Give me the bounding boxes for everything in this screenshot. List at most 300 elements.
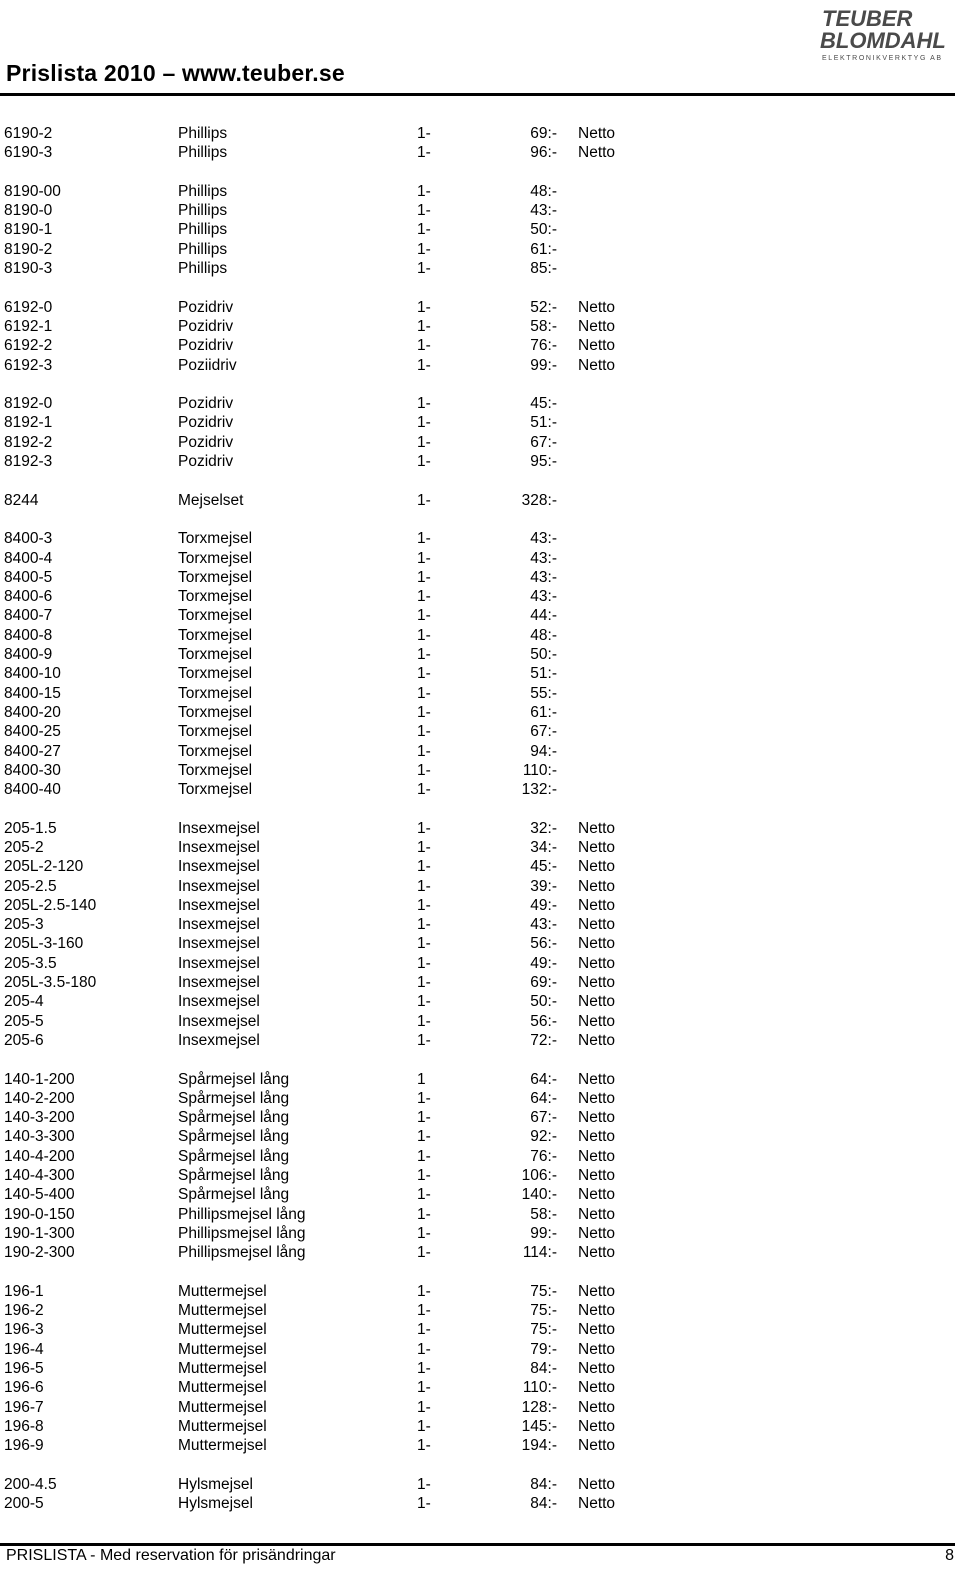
item-quantity: 1- bbox=[417, 896, 431, 914]
item-price: 110:- bbox=[522, 761, 557, 779]
item-quantity: 1- bbox=[417, 1012, 431, 1030]
item-quantity: 1- bbox=[417, 453, 431, 471]
item-price-note: Netto bbox=[578, 1031, 616, 1049]
item-code: 8400-15 bbox=[4, 684, 61, 702]
item-description: Spårmejsel lång bbox=[178, 1128, 290, 1146]
item-description: Hylsmejsel bbox=[178, 1495, 253, 1513]
item-price: 56:- bbox=[530, 935, 557, 953]
item-description: Insexmejsel bbox=[178, 896, 260, 914]
item-description: Insexmejsel bbox=[178, 916, 260, 934]
item-price: 69:- bbox=[530, 125, 557, 142]
item-code: 190-1-300 bbox=[4, 1224, 75, 1242]
item-code: 140-4-200 bbox=[4, 1147, 75, 1165]
item-description: Insexmejsel bbox=[178, 954, 260, 972]
item-quantity: 1- bbox=[417, 182, 431, 200]
price-row bbox=[0, 336, 960, 355]
item-quantity: 1- bbox=[417, 1109, 431, 1127]
price-row bbox=[0, 954, 960, 973]
item-description: Torxmejsel bbox=[178, 781, 253, 799]
item-price: 45:- bbox=[530, 395, 557, 413]
item-quantity: 1- bbox=[417, 1398, 431, 1416]
item-price: 76:- bbox=[530, 1147, 557, 1165]
item-price: 61:- bbox=[530, 240, 557, 258]
item-quantity: 1- bbox=[417, 1379, 431, 1397]
item-price-note: Netto bbox=[578, 896, 616, 914]
item-description: Phillipsmejsel lång bbox=[178, 1244, 306, 1262]
item-description: Insexmejsel bbox=[178, 838, 260, 856]
item-code: 140-2-200 bbox=[4, 1089, 75, 1107]
price-row bbox=[0, 1185, 960, 1204]
item-description: Insexmejsel bbox=[178, 935, 260, 953]
price-row bbox=[0, 1031, 960, 1050]
item-code: 205L-2.5-140 bbox=[4, 896, 97, 914]
item-code: 196-6 bbox=[4, 1379, 44, 1397]
item-code: 8192-1 bbox=[4, 414, 53, 432]
price-row bbox=[0, 1320, 960, 1339]
item-price: 328:- bbox=[521, 491, 557, 509]
item-code: 8400-27 bbox=[4, 742, 61, 760]
item-quantity: 1- bbox=[417, 549, 431, 567]
item-code: 8400-9 bbox=[4, 646, 53, 664]
item-quantity: 1- bbox=[417, 607, 431, 625]
item-quantity: 1- bbox=[417, 568, 431, 586]
item-price: 50:- bbox=[530, 993, 557, 1011]
item-description: Muttermejsel bbox=[178, 1379, 267, 1397]
item-code: 205-5 bbox=[4, 1012, 44, 1030]
price-row bbox=[0, 838, 960, 857]
item-code: 200-4.5 bbox=[4, 1475, 57, 1493]
price-row bbox=[0, 1070, 960, 1089]
item-price-note: Netto bbox=[578, 1495, 616, 1513]
item-price: 75:- bbox=[530, 1321, 557, 1339]
price-row bbox=[0, 606, 960, 625]
price-row bbox=[0, 626, 960, 645]
item-code: 196-7 bbox=[4, 1398, 44, 1416]
item-description: Phillips bbox=[178, 260, 228, 278]
item-code: 196-2 bbox=[4, 1302, 44, 1320]
item-code: 8400-5 bbox=[4, 568, 53, 586]
item-quantity: 1- bbox=[417, 414, 431, 432]
item-code: 8400-25 bbox=[4, 723, 61, 741]
item-price: 94:- bbox=[530, 742, 557, 760]
item-quantity: 1- bbox=[417, 1417, 431, 1435]
item-code: 8192-2 bbox=[4, 433, 53, 451]
item-price-note: Netto bbox=[578, 1147, 616, 1165]
price-row bbox=[0, 1475, 960, 1494]
price-row bbox=[0, 1378, 960, 1397]
item-price-note: Netto bbox=[578, 858, 616, 876]
item-quantity: 1- bbox=[417, 1302, 431, 1320]
item-description: Torxmejsel bbox=[178, 588, 253, 606]
price-row bbox=[0, 742, 960, 761]
item-price: 48:- bbox=[530, 626, 557, 644]
item-code: 205-2.5 bbox=[4, 877, 57, 895]
item-description: Muttermejsel bbox=[178, 1302, 267, 1320]
item-description: Insexmejsel bbox=[178, 974, 260, 992]
item-price: 51:- bbox=[530, 414, 557, 432]
price-row bbox=[0, 1127, 960, 1146]
item-quantity: 1 bbox=[417, 1070, 426, 1088]
price-row bbox=[0, 452, 960, 471]
item-price-note: Netto bbox=[578, 1302, 616, 1320]
item-price: 84:- bbox=[530, 1475, 557, 1493]
item-quantity: 1- bbox=[417, 1282, 431, 1300]
item-price: 43:- bbox=[530, 588, 557, 606]
item-price-note: Netto bbox=[578, 1244, 616, 1262]
price-row bbox=[0, 143, 960, 162]
item-price-note: Netto bbox=[578, 317, 616, 335]
item-code: 8190-00 bbox=[4, 182, 61, 200]
item-quantity: 1- bbox=[417, 356, 431, 374]
item-description: Spårmejsel lång bbox=[178, 1109, 290, 1127]
price-row bbox=[0, 549, 960, 568]
item-price: 96:- bbox=[530, 144, 557, 162]
item-price: 43:- bbox=[530, 916, 557, 934]
item-quantity: 1- bbox=[417, 125, 431, 142]
item-quantity: 1- bbox=[417, 1495, 431, 1513]
item-price: 67:- bbox=[530, 1109, 557, 1127]
item-description: Phillipsmejsel lång bbox=[178, 1224, 306, 1242]
item-price: 106:- bbox=[521, 1167, 557, 1185]
item-price: 76:- bbox=[530, 337, 557, 355]
item-price: 79:- bbox=[530, 1340, 557, 1358]
page-number: 8 bbox=[945, 1547, 954, 1564]
price-row bbox=[0, 992, 960, 1011]
price-row bbox=[0, 317, 960, 336]
item-price-note: Netto bbox=[578, 1340, 616, 1358]
price-group bbox=[0, 1070, 960, 1263]
item-code: 196-5 bbox=[4, 1360, 44, 1377]
item-description: Phillips bbox=[178, 240, 228, 258]
price-row bbox=[0, 934, 960, 953]
item-description: Torxmejsel bbox=[178, 549, 253, 567]
item-code: 8400-7 bbox=[4, 607, 53, 625]
item-price-note: Netto bbox=[578, 935, 616, 953]
item-quantity: 1- bbox=[417, 838, 431, 856]
price-row bbox=[0, 1147, 960, 1166]
item-price: 58:- bbox=[530, 1205, 557, 1223]
item-description: Spårmejsel lång bbox=[178, 1147, 290, 1165]
item-description: Muttermejsel bbox=[178, 1321, 267, 1339]
item-description: Torxmejsel bbox=[178, 626, 253, 644]
item-quantity: 1- bbox=[417, 530, 431, 548]
item-description: Spårmejsel lång bbox=[178, 1070, 290, 1088]
price-group bbox=[0, 298, 960, 375]
price-row bbox=[0, 664, 960, 683]
item-code: 8192-3 bbox=[4, 453, 53, 471]
item-description: Pozidriv bbox=[178, 453, 234, 471]
item-price-note: Netto bbox=[578, 1186, 616, 1204]
price-row bbox=[0, 684, 960, 703]
item-description: Phillipsmejsel lång bbox=[178, 1205, 306, 1223]
item-code: 8400-10 bbox=[4, 665, 61, 683]
item-price-note: Netto bbox=[578, 356, 616, 374]
item-code: 8190-0 bbox=[4, 202, 53, 220]
footer-text: PRISLISTA - Med reservation för prisändringar bbox=[6, 1547, 336, 1564]
price-group bbox=[0, 124, 960, 163]
item-code: 6192-3 bbox=[4, 356, 53, 374]
item-description: Torxmejsel bbox=[178, 742, 253, 760]
item-price: 64:- bbox=[530, 1070, 557, 1088]
item-code: 140-3-300 bbox=[4, 1128, 75, 1146]
item-price-note: Netto bbox=[578, 1224, 616, 1242]
item-code: 205L-3-160 bbox=[4, 935, 84, 953]
item-price-note: Netto bbox=[578, 1398, 616, 1416]
price-row bbox=[0, 587, 960, 606]
item-price: 44:- bbox=[530, 607, 557, 625]
item-quantity: 1- bbox=[417, 684, 431, 702]
item-code: 8190-3 bbox=[4, 260, 53, 278]
item-code: 140-4-300 bbox=[4, 1167, 75, 1185]
item-quantity: 1- bbox=[417, 1186, 431, 1204]
price-row bbox=[0, 973, 960, 992]
item-quantity: 1- bbox=[417, 1167, 431, 1185]
item-quantity: 1- bbox=[417, 240, 431, 258]
price-row bbox=[0, 1494, 960, 1513]
item-description: Torxmejsel bbox=[178, 684, 253, 702]
item-quantity: 1- bbox=[417, 646, 431, 664]
item-quantity: 1- bbox=[417, 1205, 431, 1223]
item-code: 140-5-400 bbox=[4, 1186, 75, 1204]
item-price-note: Netto bbox=[578, 1167, 616, 1185]
price-group bbox=[0, 394, 960, 471]
item-price-note: Netto bbox=[578, 1012, 616, 1030]
price-group bbox=[0, 819, 960, 1051]
item-code: 205-1.5 bbox=[4, 819, 57, 837]
price-row bbox=[0, 819, 960, 838]
price-row bbox=[0, 1243, 960, 1262]
price-row bbox=[0, 182, 960, 201]
item-price-note: Netto bbox=[578, 125, 616, 142]
item-price: 99:- bbox=[530, 356, 557, 374]
item-code: 196-3 bbox=[4, 1321, 44, 1339]
item-description: Pozidriv bbox=[178, 337, 234, 355]
price-row bbox=[0, 877, 960, 896]
item-code: 196-8 bbox=[4, 1417, 44, 1435]
item-code: 196-9 bbox=[4, 1437, 44, 1455]
item-price-note: Netto bbox=[578, 298, 616, 316]
item-description: Phillips bbox=[178, 221, 228, 239]
item-quantity: 1- bbox=[417, 703, 431, 721]
item-code: 8400-20 bbox=[4, 703, 61, 721]
price-row bbox=[0, 1359, 960, 1378]
price-row bbox=[0, 1436, 960, 1455]
item-price-note: Netto bbox=[578, 1205, 616, 1223]
item-quantity: 1- bbox=[417, 877, 431, 895]
item-price: 67:- bbox=[530, 723, 557, 741]
item-description: Torxmejsel bbox=[178, 568, 253, 586]
item-quantity: 1- bbox=[417, 433, 431, 451]
price-row bbox=[0, 491, 960, 510]
item-description: Muttermejsel bbox=[178, 1360, 267, 1377]
item-quantity: 1- bbox=[417, 337, 431, 355]
price-row bbox=[0, 1301, 960, 1320]
item-description: Insexmejsel bbox=[178, 993, 260, 1011]
item-quantity: 1- bbox=[417, 1340, 431, 1358]
item-price: 85:- bbox=[530, 260, 557, 278]
item-price: 84:- bbox=[530, 1495, 557, 1513]
item-code: 6192-2 bbox=[4, 337, 53, 355]
price-row bbox=[0, 259, 960, 278]
item-description: Muttermejsel bbox=[178, 1398, 267, 1416]
item-price: 50:- bbox=[530, 646, 557, 664]
item-price-note: Netto bbox=[578, 1282, 616, 1300]
item-quantity: 1- bbox=[417, 1031, 431, 1049]
item-price-note: Netto bbox=[578, 1128, 616, 1146]
teuber-blomdahl-logo bbox=[818, 4, 958, 64]
item-quantity: 1- bbox=[417, 1224, 431, 1242]
price-group bbox=[0, 1475, 960, 1514]
item-description: Torxmejsel bbox=[178, 665, 253, 683]
item-quantity: 1- bbox=[417, 626, 431, 644]
item-price: 58:- bbox=[530, 317, 557, 335]
item-code: 196-1 bbox=[4, 1282, 44, 1300]
item-quantity: 1- bbox=[417, 974, 431, 992]
price-row bbox=[0, 1340, 960, 1359]
logo-line3: ELEKTRONIKVERKTYG AB bbox=[822, 55, 943, 62]
item-description: Torxmejsel bbox=[178, 607, 253, 625]
item-price: 75:- bbox=[530, 1302, 557, 1320]
item-quantity: 1- bbox=[417, 1360, 431, 1377]
item-description: Pozidriv bbox=[178, 433, 234, 451]
item-price: 43:- bbox=[530, 549, 557, 567]
item-quantity: 1- bbox=[417, 819, 431, 837]
item-quantity: 1- bbox=[417, 144, 431, 162]
item-price-note: Netto bbox=[578, 1475, 616, 1493]
item-code: 8400-6 bbox=[4, 588, 53, 606]
item-quantity: 1- bbox=[417, 858, 431, 876]
item-price: 51:- bbox=[530, 665, 557, 683]
price-row bbox=[0, 915, 960, 934]
item-description: Insexmejsel bbox=[178, 858, 260, 876]
item-description: Torxmejsel bbox=[178, 703, 253, 721]
item-price-note: Netto bbox=[578, 337, 616, 355]
item-quantity: 1- bbox=[417, 935, 431, 953]
item-description: Muttermejsel bbox=[178, 1437, 267, 1455]
price-row bbox=[0, 857, 960, 876]
item-price: 48:- bbox=[530, 182, 557, 200]
item-code: 8400-3 bbox=[4, 530, 53, 548]
item-quantity: 1- bbox=[417, 202, 431, 220]
item-price: 34:- bbox=[530, 838, 557, 856]
item-price-note: Netto bbox=[578, 993, 616, 1011]
item-quantity: 1- bbox=[417, 588, 431, 606]
item-code: 205L-2-120 bbox=[4, 858, 84, 876]
item-description: Phillips bbox=[178, 202, 228, 220]
item-quantity: 1- bbox=[417, 317, 431, 335]
price-row bbox=[0, 1012, 960, 1031]
price-row bbox=[0, 722, 960, 741]
footer-divider bbox=[0, 1543, 955, 1546]
item-code: 196-4 bbox=[4, 1340, 44, 1358]
item-code: 6192-1 bbox=[4, 317, 53, 335]
item-description: Phillips bbox=[178, 182, 228, 200]
item-price-note: Netto bbox=[578, 838, 616, 856]
item-price: 145:- bbox=[521, 1417, 557, 1435]
item-price: 43:- bbox=[530, 202, 557, 220]
item-price: 61:- bbox=[530, 703, 557, 721]
item-price: 95:- bbox=[530, 453, 557, 471]
item-quantity: 1- bbox=[417, 1321, 431, 1339]
item-price: 45:- bbox=[530, 858, 557, 876]
item-description: Torxmejsel bbox=[178, 761, 253, 779]
item-price: 132:- bbox=[521, 781, 557, 799]
item-price: 114:- bbox=[522, 1244, 557, 1262]
item-code: 8192-0 bbox=[4, 395, 53, 413]
page-title: Prislista 2010 – www.teuber.se bbox=[6, 60, 345, 86]
item-code: 205-6 bbox=[4, 1031, 44, 1049]
price-row bbox=[0, 1224, 960, 1243]
price-row bbox=[0, 298, 960, 317]
price-row bbox=[0, 394, 960, 413]
item-code: 190-2-300 bbox=[4, 1244, 75, 1262]
item-quantity: 1- bbox=[417, 395, 431, 413]
item-price-note: Netto bbox=[578, 1321, 616, 1339]
price-row bbox=[0, 1282, 960, 1301]
price-row bbox=[0, 1417, 960, 1436]
price-row bbox=[0, 433, 960, 452]
price-row bbox=[0, 529, 960, 548]
header-divider bbox=[0, 93, 955, 96]
item-description: Poziidriv bbox=[178, 356, 237, 374]
item-quantity: 1- bbox=[417, 1147, 431, 1165]
price-group bbox=[0, 1282, 960, 1456]
item-quantity: 1- bbox=[417, 1244, 431, 1262]
item-quantity: 1- bbox=[417, 993, 431, 1011]
price-group bbox=[0, 529, 960, 799]
item-code: 8190-2 bbox=[4, 240, 53, 258]
item-price: 32:- bbox=[530, 819, 557, 837]
item-quantity: 1- bbox=[417, 491, 431, 509]
item-code: 6190-2 bbox=[4, 125, 53, 142]
item-price: 50:- bbox=[530, 221, 557, 239]
price-row bbox=[0, 240, 960, 259]
item-quantity: 1- bbox=[417, 954, 431, 972]
item-price-note: Netto bbox=[578, 974, 616, 992]
item-code: 6190-3 bbox=[4, 144, 53, 162]
item-quantity: 1- bbox=[417, 1437, 431, 1455]
item-description: Muttermejsel bbox=[178, 1417, 267, 1435]
item-price: 128:- bbox=[521, 1398, 557, 1416]
price-group bbox=[0, 491, 960, 510]
item-description: Muttermejsel bbox=[178, 1282, 267, 1300]
item-quantity: 1- bbox=[417, 742, 431, 760]
item-description: Pozidriv bbox=[178, 395, 234, 413]
item-description: Insexmejsel bbox=[178, 1031, 260, 1049]
item-quantity: 1- bbox=[417, 298, 431, 316]
item-code: 190-0-150 bbox=[4, 1205, 75, 1223]
price-row bbox=[0, 201, 960, 220]
item-quantity: 1- bbox=[417, 260, 431, 278]
item-description: Spårmejsel lång bbox=[178, 1186, 290, 1204]
item-price: 84:- bbox=[530, 1360, 557, 1377]
item-price-note: Netto bbox=[578, 877, 616, 895]
item-price: 194:- bbox=[521, 1437, 557, 1455]
item-price-note: Netto bbox=[578, 144, 616, 162]
item-description: Pozidriv bbox=[178, 298, 234, 316]
price-group bbox=[0, 182, 960, 278]
item-description: Spårmejsel lång bbox=[178, 1089, 290, 1107]
item-price-note: Netto bbox=[578, 1109, 616, 1127]
item-price: 72:- bbox=[530, 1031, 557, 1049]
item-description: Muttermejsel bbox=[178, 1340, 267, 1358]
item-quantity: 1- bbox=[417, 723, 431, 741]
price-row bbox=[0, 645, 960, 664]
item-price: 99:- bbox=[530, 1224, 557, 1242]
item-quantity: 1- bbox=[417, 1475, 431, 1493]
item-code: 8400-4 bbox=[4, 549, 53, 567]
price-row bbox=[0, 220, 960, 239]
